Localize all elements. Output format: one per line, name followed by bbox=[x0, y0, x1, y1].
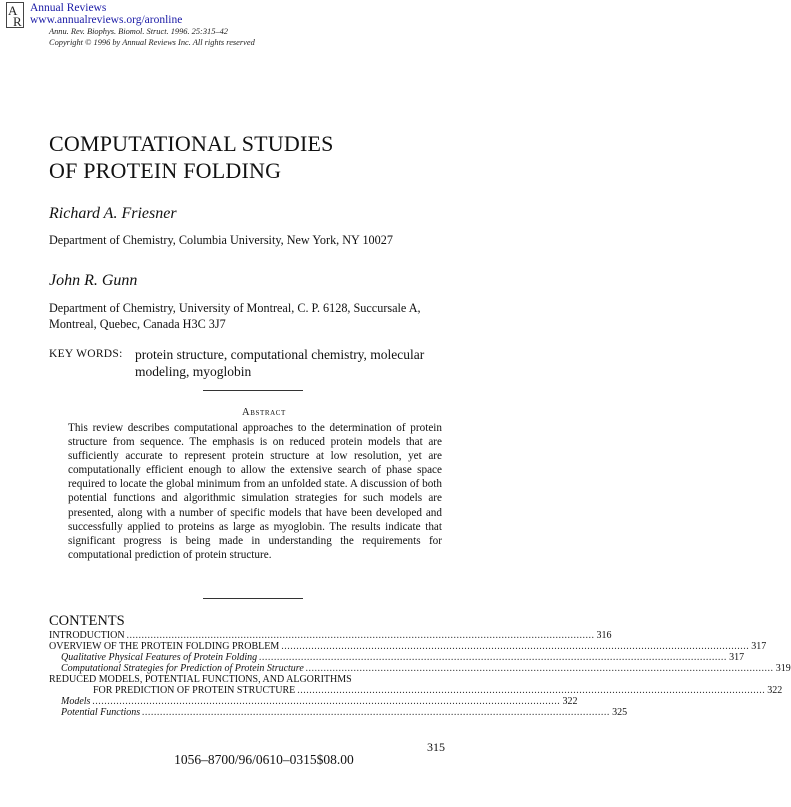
toc-leader-dots: ............................................................................................................................................................ bbox=[281, 641, 750, 652]
contents-heading: CONTENTS bbox=[49, 613, 125, 629]
toc-leader-dots: ............................................................................................................................................................ bbox=[297, 685, 766, 696]
toc-entry-title: Models bbox=[61, 696, 91, 707]
author-name: John R. Gunn bbox=[49, 272, 138, 289]
divider bbox=[203, 598, 303, 599]
toc-entry-page: 316 bbox=[596, 630, 612, 641]
toc-entry-page: 325 bbox=[612, 707, 628, 718]
toc-entry[interactable] bbox=[49, 663, 791, 674]
journal-citation: Annu. Rev. Biophys. Biomol. Struct. 1996. 25:315–42 bbox=[49, 27, 228, 36]
toc-entry[interactable] bbox=[49, 696, 578, 707]
toc-leader-dots: ............................................................................................................................................................ bbox=[259, 652, 728, 663]
table-of-contents bbox=[49, 630, 791, 718]
toc-entry[interactable] bbox=[49, 685, 783, 696]
toc-entry[interactable] bbox=[49, 630, 612, 641]
svg-text:R: R bbox=[13, 14, 22, 29]
article-code: 1056–8700/96/0610–0315$08.00 bbox=[174, 752, 354, 767]
toc-entry-page: 317 bbox=[729, 652, 745, 663]
keywords-label: KEY WORDS: bbox=[49, 348, 123, 360]
publisher-link[interactable]: Annual Reviews bbox=[30, 2, 107, 14]
toc-entry-page: 322 bbox=[767, 685, 783, 696]
site-url-link[interactable]: www.annualreviews.org/aronline bbox=[30, 14, 183, 26]
toc-leader-dots: ............................................................................................................................................................ bbox=[92, 696, 561, 707]
toc-entry-title: INTRODUCTION bbox=[49, 630, 125, 641]
toc-leader-dots: ............................................................................................................................................................ bbox=[126, 630, 595, 641]
author-affiliation: Department of Chemistry, University of Montreal, C. P. 6128, Succursale A, Montreal, Quebec, Canada H3C 3J7 bbox=[49, 301, 421, 331]
copyright-notice: Copyright © 1996 by Annual Reviews Inc. All rights reserved bbox=[49, 38, 255, 47]
author-affiliation: Department of Chemistry, Columbia University, New York, NY 10027 bbox=[49, 233, 393, 247]
toc-entry-page: 317 bbox=[751, 641, 767, 652]
author-name: Richard A. Friesner bbox=[49, 205, 177, 222]
title-line-1: COMPUTATIONAL STUDIES bbox=[49, 131, 334, 156]
toc-entry-title: OVERVIEW OF THE PROTEIN FOLDING PROBLEM bbox=[49, 641, 280, 652]
toc-entry-title: REDUCED MODELS, POTENTIAL FUNCTIONS, AND ALGORITHMS bbox=[49, 674, 352, 685]
toc-entry-page: 322 bbox=[562, 696, 578, 707]
svg-text:A: A bbox=[8, 3, 18, 18]
toc-entry-title: Potential Functions bbox=[61, 707, 141, 718]
page-number: 315 bbox=[427, 740, 445, 754]
toc-entry-page: 319 bbox=[775, 663, 791, 674]
toc-entry[interactable] bbox=[49, 641, 767, 652]
toc-entry-title: Computational Strategies for Prediction of Protein Structure bbox=[61, 663, 304, 674]
toc-leader-dots: ............................................................................................................................................................ bbox=[142, 707, 611, 718]
title-line-2: OF PROTEIN FOLDING bbox=[49, 158, 282, 183]
toc-entry[interactable] bbox=[49, 674, 464, 685]
abstract-text: This review describes computational approaches to the determination of protein structure from sequence. The emphasis is on reduced protein models that are sufficiently accurate to represent protein structure at low resolution, yet are computationally efficient enough to allow the extensive search of phase space required to locate the global minimum from an unfolded state. A discussion of both potential functions and algorithmic simulation strategies for such models are presented, along with a number of specific models that have been developed and successfully applied to proteins as large as myoglobin. The results indicate that significant progress is being made in understanding the requirements for computational prediction of protein structure. bbox=[68, 422, 442, 561]
article-title bbox=[49, 130, 334, 184]
toc-entry[interactable] bbox=[49, 707, 628, 718]
toc-entry[interactable] bbox=[49, 652, 745, 663]
annual-reviews-logo bbox=[6, 2, 24, 28]
toc-entry-title: Qualitative Physical Features of Protein Folding bbox=[61, 652, 258, 663]
toc-leader-dots: ............................................................................................................................................................ bbox=[305, 663, 774, 674]
keywords-text: protein structure, computational chemistry, molecular modeling, myoglobin bbox=[135, 347, 425, 379]
divider bbox=[203, 390, 303, 391]
abstract-heading: Abstract bbox=[242, 407, 286, 418]
toc-entry-title: FOR PREDICTION OF PROTEIN STRUCTURE bbox=[93, 685, 296, 696]
